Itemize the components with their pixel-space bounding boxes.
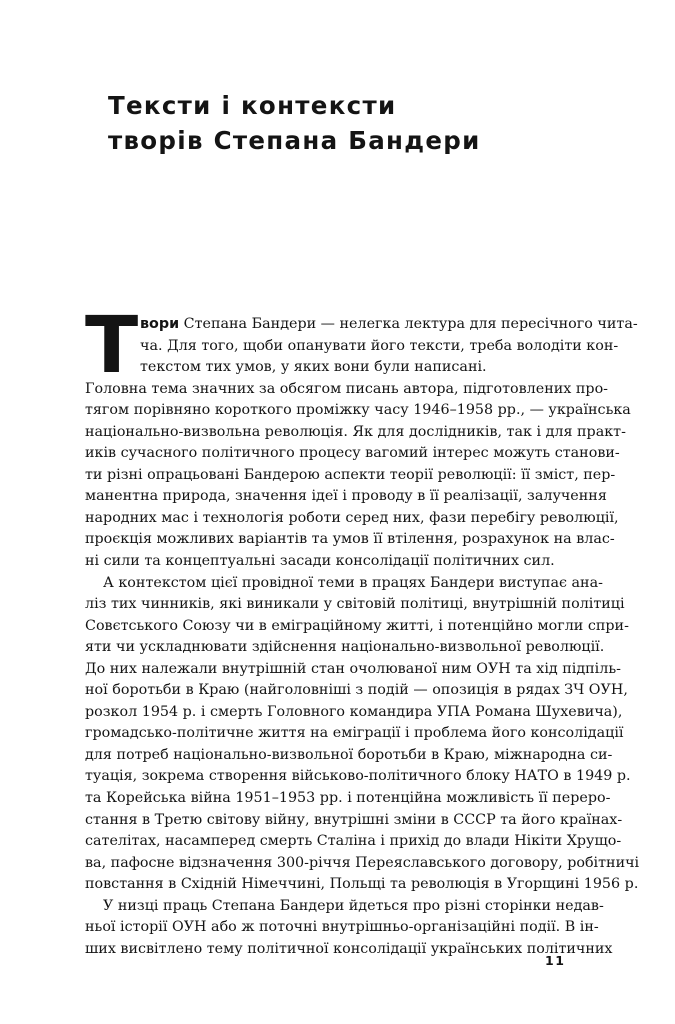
text-line: ти різні опрацьовані Бандерою аспекти теорії революції: її зміст, пер- [85,466,616,483]
text-line: ліз тих чинників, які виникали у світовій політиці, внутрішній політиці [85,596,625,613]
text-line: та Корейська війна 1951–1953 рр. і потенційна можливість її переро- [85,790,611,807]
text-line: туація, зокрема створення військово-політичного блоку НАТО в 1949 р. [85,768,631,785]
drop-cap: Т [85,301,139,391]
text-line: Головна тема значних за обсягом писань автора, підготовлених про- [85,380,609,397]
text-line: для потреб національно-визвольної боротьби в Краю, міжнародна си- [85,746,613,763]
text-line: яти чи ускладнювати здійснення національно-визвольної революції. [85,639,605,656]
text-line: розкол 1954 р. і смерть Головного командира УПА Романа Шухевича), [85,703,623,720]
text-line: ва, пафосне відзначення 300-річчя Переяславського договору, робітничі [85,854,640,871]
text-line: ча. Для того, щоби опанувати його тексти, треба володіти кон- [140,337,619,354]
chapter-title-line-2: творів Степана Бандери [108,126,481,155]
text-line: повстання в Східній Німеччині, Польщі та революція в Угорщині 1956 р. [85,876,639,893]
text-line: тягом порівняно короткого проміжку часу 1946–1958 рр., — українська [85,402,631,419]
text-line: ших висвітлено тему політичної консолідації українських політичних [85,940,613,957]
chapter-title [108,88,588,158]
text-line: ної боротьби в Краю (найголовніші з подій — опозиція в рядах ЗЧ ОУН, [85,682,628,699]
body-text [85,301,640,960]
text-line: У низці праць Степана Бандери йдеться про різні сторінки недав- [103,897,604,914]
text-line: ні сили та концептуальні засади консолідації політичних сил. [85,553,555,570]
text-line: проєкція можливих варіантів та умов її втілення, розрахунок на влас- [85,531,615,548]
chapter-title-line-1: Тексти і контексти [108,91,397,120]
text-line: манентна природа, значення ідеї і проводу в її реалізації, залучення [85,488,607,505]
text-line: сателітах, насамперед смерть Сталіна і прихід до влади Нікіти Хрущо- [85,833,622,850]
text-line: національно-визвольна революція. Як для дослідників, так і для практ- [85,423,626,440]
text-line: иків сучасного політичного процесу вагомий інтерес можуть станови- [85,445,620,462]
text-line: текстом тих умов, у яких вони були написані. [140,359,487,376]
paragraph-3 [85,896,613,961]
lead-word: вори [140,316,180,332]
page-number: 11 [545,953,566,968]
text-line: вори Степана Бандери — нелегка лектура для пересічного чита- [140,316,638,332]
text-line: Совєтського Союзу чи в еміграційному житті, і потенційно могли спри- [85,617,629,634]
text-line: стання в Третю світову війну, внутрішні зміни в СССР та його країнах- [85,811,623,828]
text-line: А контекстом цієї провідної теми в працях Бандери виступає ана- [103,574,603,591]
text-line: ньої історії ОУН або ж поточні внутрішньо-організаційні події. В ін- [85,919,599,936]
text-line: народних мас і технологія роботи серед них, фази перебігу революції, [85,509,619,526]
text-line: громадсько-політичне життя на еміграції і проблема його консолідації [85,725,624,742]
paragraph-1 [85,301,638,573]
text-line: До них належали внутрішній стан очолюваної ним ОУН та хід підпіль- [85,660,621,677]
paragraph-2 [85,573,640,896]
